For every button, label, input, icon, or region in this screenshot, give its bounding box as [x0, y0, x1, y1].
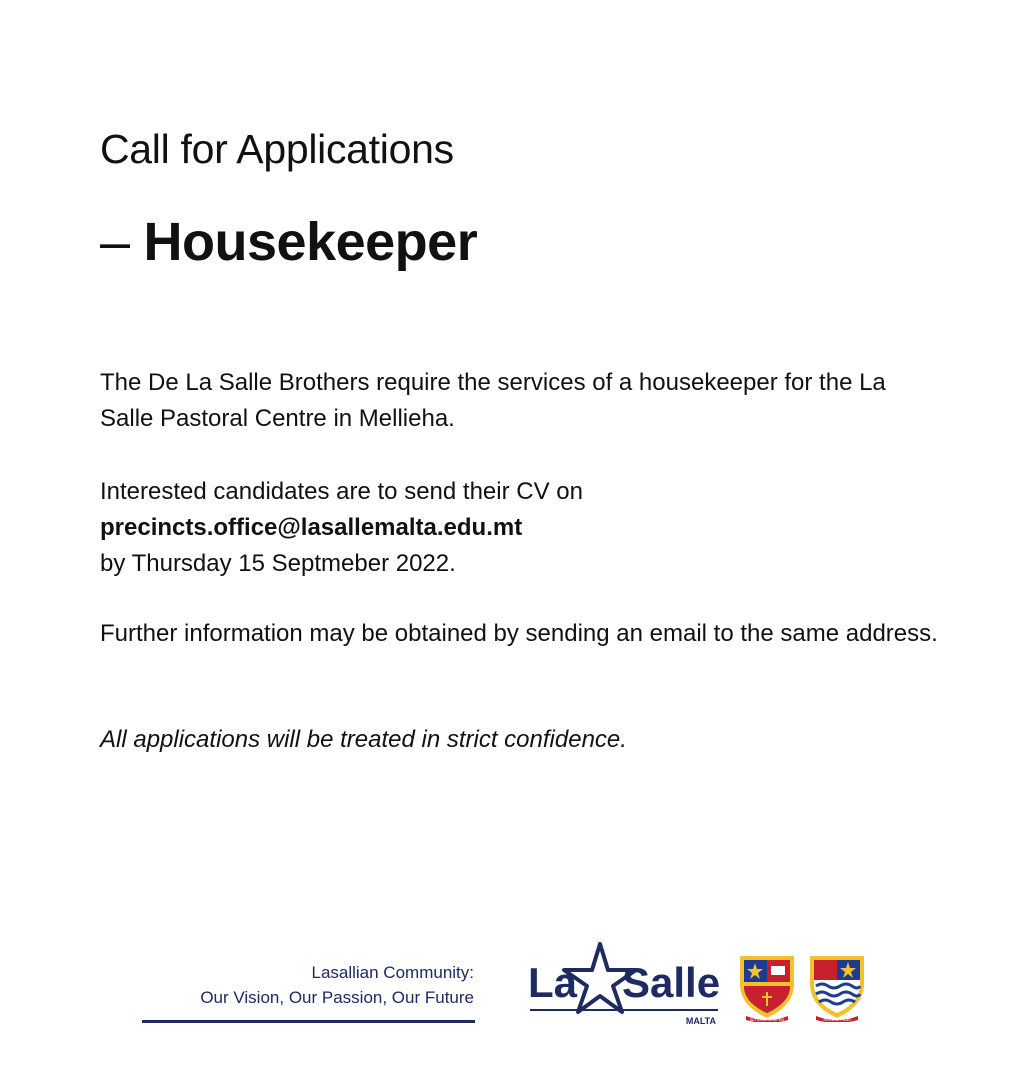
la-salle-logo	[528, 942, 728, 1032]
logo-salle-text: Salle	[622, 959, 721, 1006]
slogan-line-2: Our Vision, Our Passion, Our Future	[200, 988, 474, 1007]
confidentiality-note: All applications will be treated in strict confidence.	[100, 726, 627, 753]
slogan-line-1: Lasallian Community:	[311, 963, 474, 982]
logo-malta-text: MALTA	[685, 1016, 716, 1026]
footer-divider	[142, 1020, 475, 1023]
intro-paragraph: The De La Salle Brothers require the services of a housekeeper for the La Salle Pastoral Centre in Mellieha.	[100, 369, 886, 432]
school-crest-1	[736, 950, 798, 1022]
footer-slogan	[200, 960, 474, 1010]
page-title: Call for Applications	[100, 126, 454, 172]
logo-la-text: La	[528, 959, 578, 1006]
crest1-motto: ALTIORA SEMPER	[749, 1017, 785, 1022]
job-title-text: Housekeeper	[143, 212, 478, 272]
email-address: precincts.office@lasallemalta.edu.mt	[100, 514, 523, 541]
school-crest-2	[806, 950, 868, 1022]
application-paragraph	[100, 474, 940, 582]
info-paragraph: Further information may be obtained by sending an email to the same address.	[100, 620, 938, 647]
deadline-line: by Thursday 15 Septmeber 2022.	[100, 550, 456, 577]
crest2-motto: SIGNUM FIDEI	[823, 1017, 851, 1022]
title-dash: –	[100, 212, 130, 272]
application-line: Interested candidates are to send their CV on	[100, 478, 583, 505]
job-title	[100, 210, 477, 274]
